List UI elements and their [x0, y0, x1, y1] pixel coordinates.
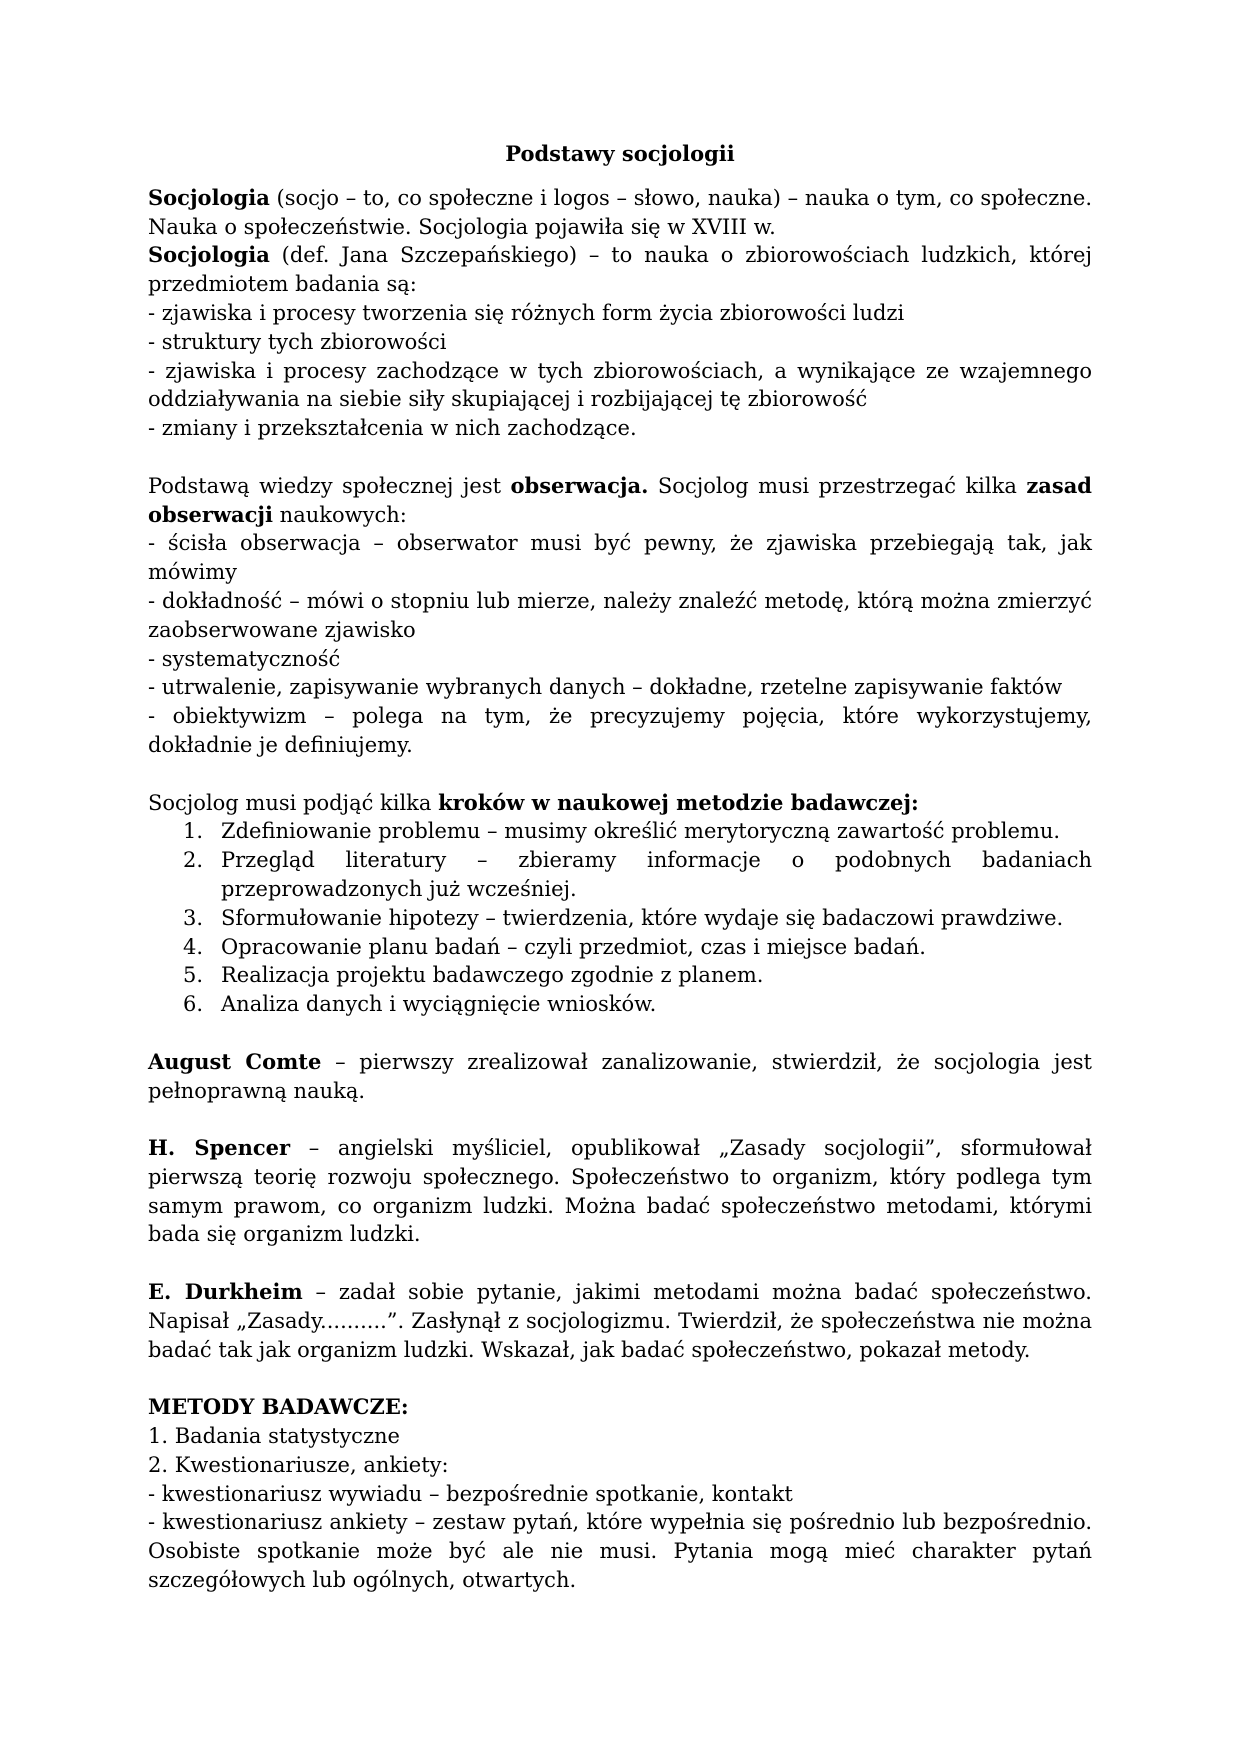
- subject-item: - zjawiska i procesy tworzenia się różnych form życia zbiorowości ludzi: [148, 300, 905, 325]
- comte-text: – pierwszy zrealizował zanalizowanie, stwierdził, że socjologia jest pełnoprawną nauką.: [148, 1049, 1092, 1103]
- comte-name: August Comte: [148, 1048, 322, 1074]
- methods-heading: METODY BADAWCZE:: [148, 1394, 409, 1420]
- observation-rule: - dokładność – mówi o stopniu lub mierze, należy znaleźć metodę, którą można zmierzyć zaobserwowane zjawisko: [148, 588, 1092, 642]
- observation-rule: - systematyczność: [148, 646, 341, 671]
- observation-rule: - ścisła obserwacja – obserwator musi być pewny, że zjawiska przebiegają tak, jak mówimy: [148, 531, 1092, 585]
- definition-text-1: (socjo – to, co społeczne i logos – słowo, nauka) – nauka o tym, co społeczne. Nauka o społeczeństwie. Socjologia pojawiła się w XVIII w.: [148, 185, 1092, 239]
- spencer-paragraph: [148, 1134, 1092, 1249]
- definition-paragraph-1: [148, 184, 1092, 242]
- method-item: - kwestionariusz ankiety – zestaw pytań, które wypełnia się pośrednio lub bezpośrednio. Osobiste spotkanie może być ale nie musi. Pytania mogą mieć charakter pytań szczegółowych lub ogólnych, otwartych.: [148, 1510, 1092, 1593]
- observation-paragraph: [148, 472, 1092, 530]
- definition-term-2: Socjologia: [148, 242, 270, 268]
- list-item: [183, 846, 1092, 904]
- list-item: [183, 933, 1092, 962]
- list-text: Realizacja projektu badawczego zgodnie z planem.: [221, 963, 764, 988]
- observation-tail: naukowych:: [273, 502, 407, 527]
- definition-text-2: (def. Jana Szczepańskiego) – to nauka o zbiorowościach ludzkich, której przedmiotem badania są:: [148, 243, 1092, 297]
- observation-mid: Socjolog musi przestrzegać kilka: [648, 473, 1027, 498]
- list-number: 3.: [183, 905, 204, 930]
- method-item: 2. Kwestionariusze, ankiety:: [148, 1452, 449, 1477]
- list-text: Sformułowanie hipotezy – twierdzenia, które wydaje się badaczowi prawdziwe.: [221, 905, 1064, 930]
- observation-lead: Podstawą wiedzy społecznej jest: [148, 473, 511, 498]
- list-text: Przegląd literatury – zbieramy informacje o podobnych badaniach przeprowadzonych już wcześniej.: [221, 848, 1092, 901]
- observation-rule: - obiektywizm – polega na tym, że precyzujemy pojęcia, które wykorzystujemy, dokładnie je definiujemy.: [148, 704, 1092, 757]
- list-number: 5.: [183, 963, 204, 988]
- list-number: 4.: [183, 934, 204, 959]
- steps-keyword: kroków w naukowej metodzie badawczej:: [438, 789, 919, 815]
- comte-paragraph: [148, 1048, 1092, 1106]
- list-item: [183, 817, 1092, 846]
- subject-item: - struktury tych zbiorowości: [148, 329, 447, 354]
- durkheim-name: E. Durkheim: [148, 1279, 303, 1305]
- durkheim-paragraph: [148, 1278, 1092, 1364]
- observation-rules-keyword: zasad obserwacji: [148, 472, 1092, 527]
- list-number: 6.: [183, 992, 204, 1017]
- steps-intro: [148, 789, 1092, 818]
- list-number: 2.: [183, 848, 204, 873]
- list-text: Zdefiniowanie problemu – musimy określić merytoryczną zawartość problemu.: [221, 819, 1061, 844]
- observation-rule: - utrwalenie, zapisywanie wybranych danych – dokładne, rzetelne zapisywanie faktów: [148, 675, 1063, 700]
- list-item: [183, 990, 1092, 1019]
- method-item: - kwestionariusz wywiadu – bezpośrednie spotkanie, kontakt: [148, 1481, 793, 1506]
- list-number: 1.: [183, 819, 204, 844]
- subject-item: - zmiany i przekształcenia w nich zachodzące.: [148, 416, 637, 441]
- observation-keyword: obserwacja.: [510, 472, 649, 498]
- document-title: Podstawy socjologii: [505, 141, 735, 166]
- spencer-text: – angielski myśliciel, opublikował „Zasady socjologii”, sformułował pierwszą teorię rozwoju społecznego. Społeczeństwo to organizm, który podlega tym samym prawom, co organizm ludzki. Można badać społeczeństwo metodami, którymi bada się organizm ludzki.: [148, 1136, 1092, 1247]
- durkheim-text: – zadał sobie pytanie, jakimi metodami można badać społeczeństwo. Napisał „Zasady..........”. Zasłynął z socjologizmu. Twierdził, że społeczeństwa nie można badać tak jak organizm ludzki. Wskazał, jak badać społeczeństwo, pokazał metody.: [148, 1280, 1092, 1362]
- subject-item: - zjawiska i procesy zachodzące w tych zbiorowościach, a wynikające ze wzajemnego oddziaływania na siebie siły skupiającej i rozbijającej tę zbiorowość: [148, 358, 1092, 412]
- list-text: Analiza danych i wyciągnięcie wniosków.: [221, 992, 657, 1017]
- method-item: 1. Badania statystyczne: [148, 1424, 400, 1449]
- steps-lead: Socjolog musi podjąć kilka: [148, 790, 439, 815]
- definition-paragraph-2: [148, 241, 1092, 299]
- definition-term-1: Socjologia: [148, 184, 270, 210]
- list-item: [183, 961, 1092, 990]
- list-text: Opracowanie planu badań – czyli przedmiot, czas i miejsce badań.: [221, 934, 926, 959]
- spencer-name: H. Spencer: [148, 1135, 291, 1161]
- steps-list: [148, 817, 1092, 1019]
- list-item: [183, 904, 1092, 933]
